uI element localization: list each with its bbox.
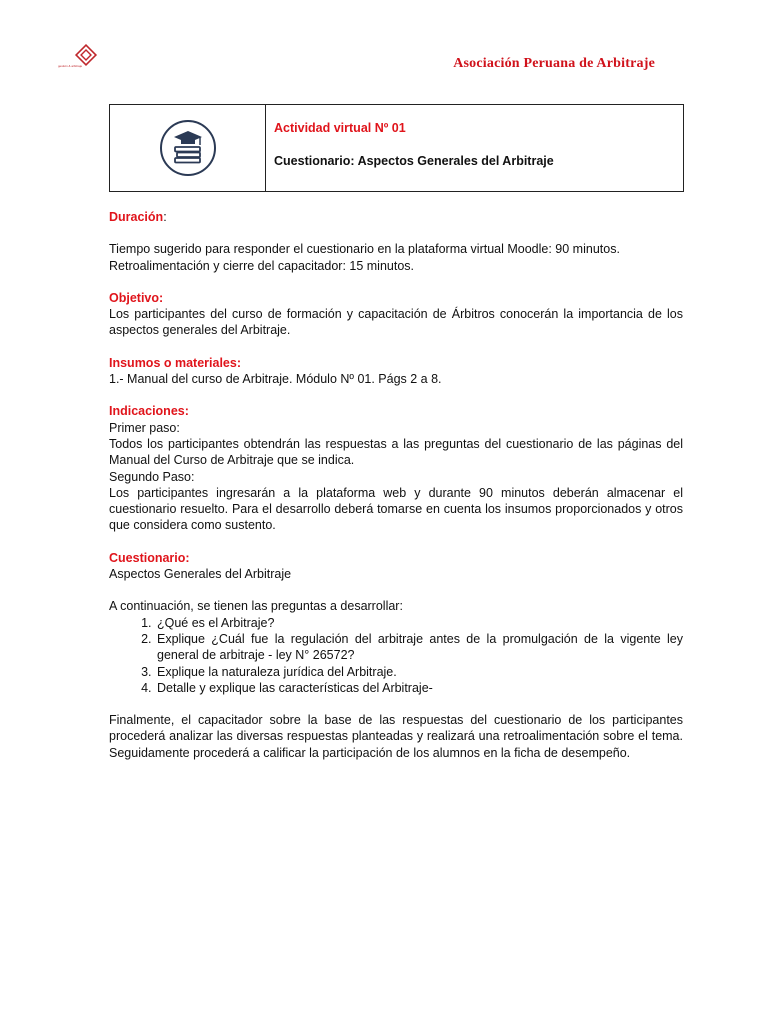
questionnaire-subtitle: Aspectos Generales del Arbitraje (109, 567, 292, 582)
step2-label: Segundo Paso: (109, 469, 195, 484)
step1-label: Primer paso: (109, 420, 180, 435)
activity-label: Actividad virtual Nº 01 (274, 121, 406, 135)
question-item: 2. Explique ¿Cuál fue la regulación del arbitraje antes de la promulgación de la vigente ley general de arbitraje - ley N° 26572? (155, 631, 683, 664)
duration-heading-colon: : (163, 210, 167, 224)
question-list (109, 615, 683, 696)
document-body (109, 209, 683, 761)
question-item: 4. Detalle y explique las características del Arbitraje- (155, 680, 683, 696)
duration-line-1: Tiempo sugerido para responder el cuestionario en la plataforma virtual Moodle: 90 minutos. (109, 242, 620, 257)
questionnaire-intro: A continuación, se tienen las preguntas a desarrollar: (109, 599, 403, 614)
quiz-title: Cuestionario: Aspectos Generales del Arbitraje (274, 154, 554, 168)
duration-line-2: Retroalimentación y cierre del capacitador: 15 minutos. (109, 258, 415, 273)
organization-name: Asociación Peruana de Arbitraje (453, 56, 655, 71)
activity-icon-cell (110, 105, 266, 191)
duration-heading-text: Duración (109, 210, 164, 224)
graduation-cap-books-icon (158, 118, 218, 178)
questionnaire-heading: Cuestionario: (109, 550, 190, 565)
step1-text: Todos los participantes obtendrán las respuestas a las preguntas del cuestionario de las páginas del Manual del Curso de Arbitraje que se indica. (109, 436, 683, 468)
closing-text: Finalmente, el capacitador sobre la base de las respuestas del cuestionario de los participantes procederá analizar las diversas respuestas planteadas y realizará una retroalimentación sobre el tema. Seguidamente procederá a calificar la participación de los alumnos en la ficha de desempeño. (109, 713, 683, 760)
instructions-heading: Indicaciones: (109, 404, 189, 419)
question-item: 1. ¿Qué es el Arbitraje? (155, 615, 683, 631)
objective-heading: Objetivo: (109, 290, 164, 305)
question-item: 3. Explique la naturaleza jurídica del Arbitraje. (155, 664, 683, 680)
activity-card-text (266, 105, 554, 191)
materials-item: 1.- Manual del curso de Arbitraje. Módulo Nº 01. Págs 2 a 8. (109, 372, 442, 387)
duration-heading (109, 209, 683, 225)
materials-heading: Insumos o materiales: (109, 355, 241, 370)
logo-caption: gestión & arbitraje (58, 64, 83, 68)
objective-text: Los participantes del curso de formación y capacitación de Árbitros conocerán la importancia de los aspectos generales del Arbitraje. (109, 307, 683, 338)
activity-card (109, 104, 684, 192)
step2-text: Los participantes ingresarán a la plataforma web y durante 90 minutos deberán almacenar el cuestionario resuelto. Para el desarrollo deberá tomarse en cuenta los insumos proporcionados y otros que considera como sustento. (109, 485, 683, 533)
